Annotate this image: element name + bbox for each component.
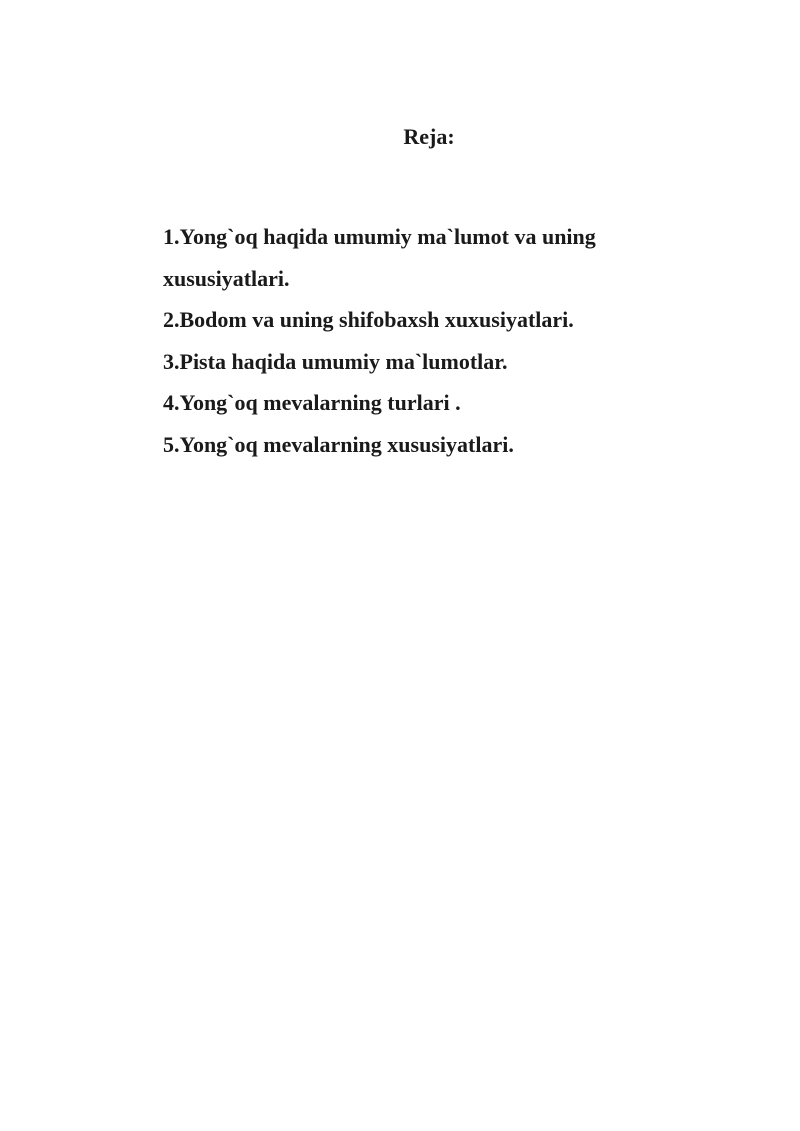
plan-item-2: 2.Bodom va uning shifobaxsh xuxusiyatlari. (163, 307, 574, 332)
plan-list (163, 216, 663, 465)
plan-item-3: 3.Pista haqida umumiy ma`lumotlar. (163, 348, 508, 374)
page-title: Reja: (403, 124, 455, 149)
plan-item-1: 1.Yong`oq haqida umumiy ma`lumot va uning xususiyatlari. (163, 224, 596, 291)
plan-item-5: 5.Yong`oq mevalarning xususiyatlari. (163, 431, 514, 457)
plan-item-4: 4.Yong`oq mevalarning turlari . (163, 390, 461, 415)
